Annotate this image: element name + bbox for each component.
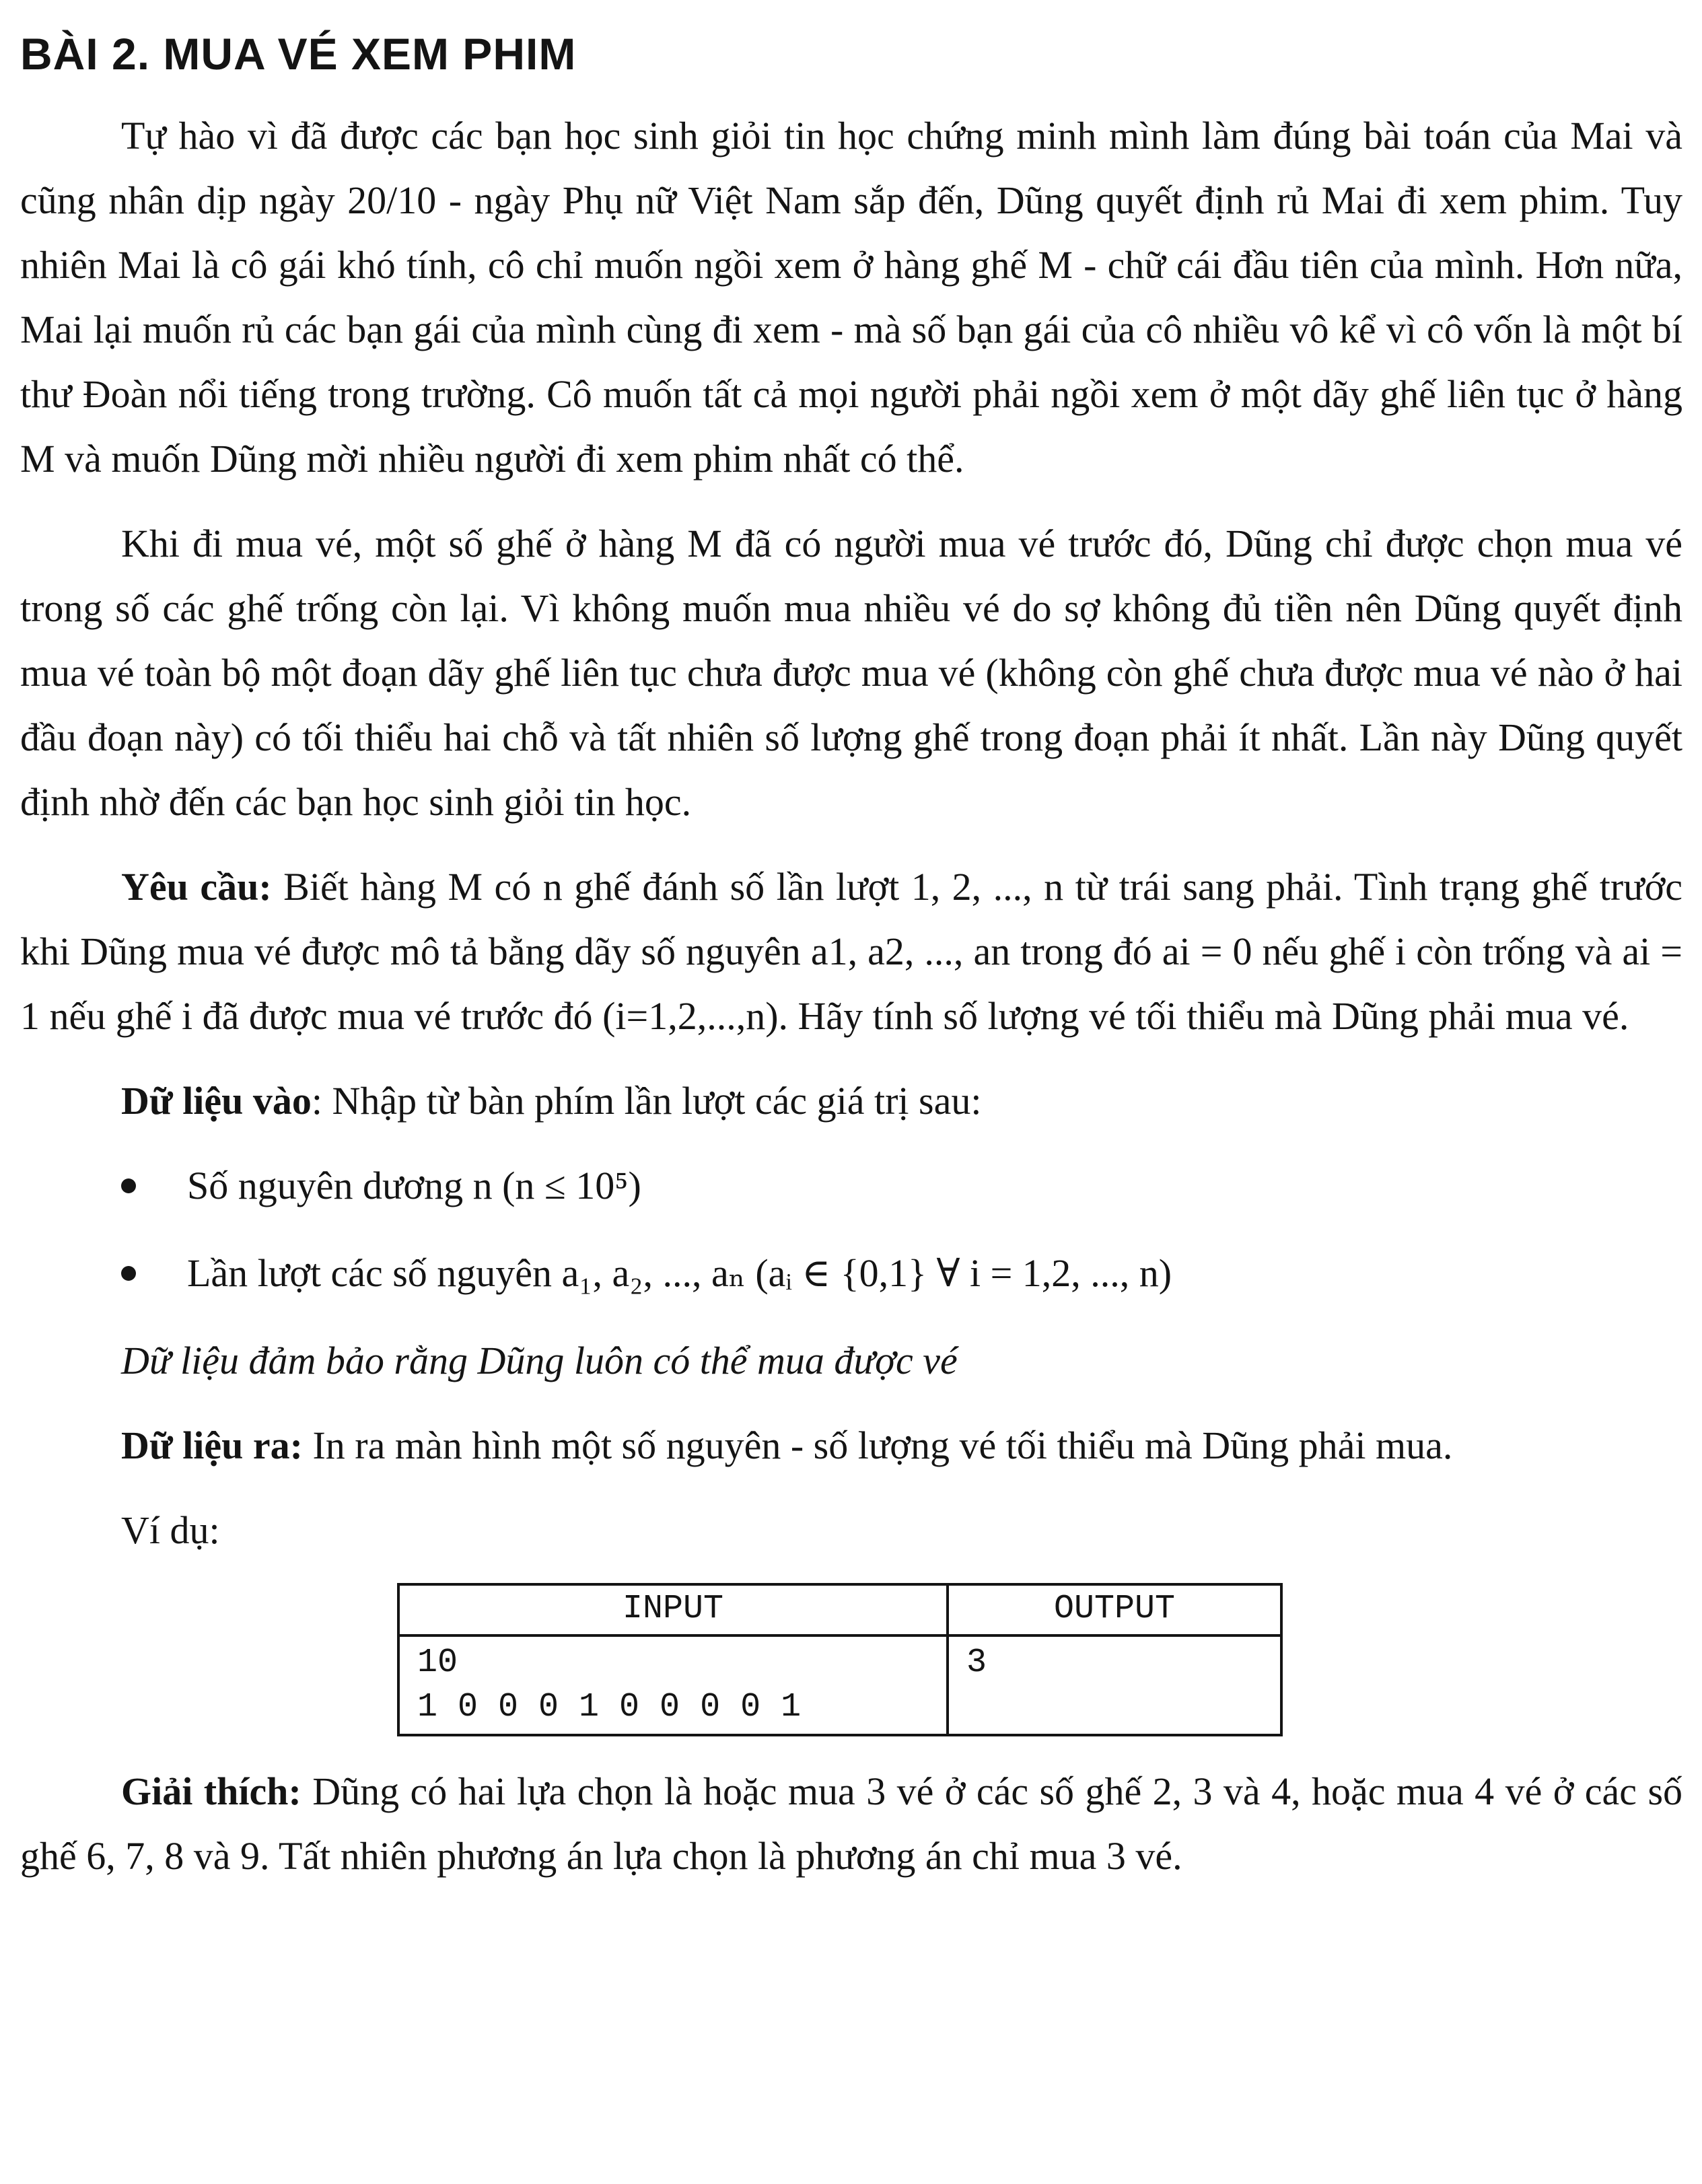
problem-title: BÀI 2. MUA VÉ XEM PHIM bbox=[20, 29, 577, 79]
explanation-text: Dũng có hai lựa chọn là hoặc mua 3 vé ở các số ghế 2, 3 và 4, hoặc mua 4 vé ở các số ghế 6, 7, 8 và 9. Tất nhiên phương án lựa chọn là phương án chỉ mua 3 vé. bbox=[20, 1769, 1683, 1878]
bullet-icon bbox=[121, 1178, 136, 1193]
output-line-1: 3 bbox=[966, 1644, 987, 1682]
output-header: OUTPUT bbox=[948, 1584, 1281, 1635]
output-label: Dữ liệu ra: bbox=[121, 1423, 303, 1467]
explanation-paragraph bbox=[20, 1759, 1682, 1889]
input-cell bbox=[398, 1635, 948, 1735]
explanation-label: Giải thích: bbox=[121, 1769, 302, 1813]
story-paragraph-1: Tự hào vì đã được các bạn học sinh giỏi tin học chứng minh mình làm đúng bài toán của Mai và cũng nhân dịp ngày 20/10 - ngày Phụ nữ Việt Nam sắp đến, Dũng quyết định rủ Mai đi xem phim. Tuy nhiên Mai là cô gái khó tính, cô chỉ muốn ngồi xem ở hàng ghế M - chữ cái đầu tiên của mình. Hơn nữa, Mai lại muốn rủ các bạn gái của mình cùng đi xem - mà số bạn gái của cô nhiều vô kể vì cô vốn là một bí thư Đoàn nổi tiếng trong trường. Cô muốn tất cả mọi người phải ngồi xem ở một dãy ghế liên tục ở hàng M và muốn Dũng mời nhiều người đi xem phim nhất có thể. bbox=[20, 114, 1682, 481]
output-text: In ra màn hình một số nguyên - số lượng vé tối thiểu mà Dũng phải mua. bbox=[312, 1423, 1453, 1467]
requirement-label: Yêu cầu: bbox=[121, 865, 272, 909]
table-row bbox=[398, 1635, 1281, 1735]
example-table bbox=[397, 1583, 1283, 1736]
output-paragraph bbox=[20, 1413, 1682, 1478]
bullet-1-text: Số nguyên dương n (n ≤ 10⁵) bbox=[187, 1164, 641, 1207]
table-header-row bbox=[398, 1584, 1281, 1635]
bullet-2-text: Lần lượt các số nguyên a₁, a₂, ..., aₙ (aᵢ ∈ {0,1} ∀ i = 1,2, ..., n) bbox=[187, 1251, 1172, 1295]
story-paragraph-2: Khi đi mua vé, một số ghế ở hàng M đã có người mua vé trước đó, Dũng chỉ được chọn mua vé trong số các ghế trống còn lại. Vì không muốn mua nhiều vé do sợ không đủ tiền nên Dũng quyết định mua vé toàn bộ một đoạn dãy ghế liên tục chưa được mua vé (không còn ghế chưa được mua vé nào ở hai đầu đoạn này) có tối thiểu hai chỗ và tất nhiên số lượng ghế trong đoạn phải ít nhất. Lần này Dũng quyết định nhờ đến các bạn học sinh giỏi tin học. bbox=[20, 522, 1682, 824]
input-text: : Nhập từ bàn phím lần lượt các giá trị sau: bbox=[311, 1079, 982, 1123]
document-page bbox=[20, 27, 1682, 1909]
input-label: Dữ liệu vào bbox=[121, 1079, 312, 1123]
input-header: INPUT bbox=[398, 1584, 948, 1635]
input-line-2: 1 0 0 0 1 0 0 0 0 1 bbox=[417, 1688, 802, 1726]
input-bullet-1 bbox=[20, 1154, 1682, 1218]
input-bullet-2 bbox=[20, 1241, 1682, 1306]
guarantee-note: Dữ liệu đảm bảo rằng Dũng luôn có thể mua được vé bbox=[121, 1339, 958, 1382]
requirement-paragraph bbox=[20, 855, 1682, 1049]
example-label: Ví dụ: bbox=[121, 1508, 220, 1552]
input-line-1: 10 bbox=[417, 1644, 458, 1682]
input-section-heading bbox=[20, 1069, 1682, 1133]
output-cell bbox=[948, 1635, 1281, 1735]
requirement-text: Biết hàng M có n ghế đánh số lần lượt 1, 2, ..., n từ trái sang phải. Tình trạng ghế trước khi Dũng mua vé được mô tả bằng dãy số nguyên a1, a2, ..., an trong đó ai = 0 nếu ghế i còn trống và ai = 1 nếu ghế i đã được mua vé trước đó (i=1,2,...,n). Hãy tính số lượng vé tối thiểu mà Dũng phải mua vé. bbox=[20, 865, 1683, 1038]
bullet-icon bbox=[121, 1266, 136, 1281]
